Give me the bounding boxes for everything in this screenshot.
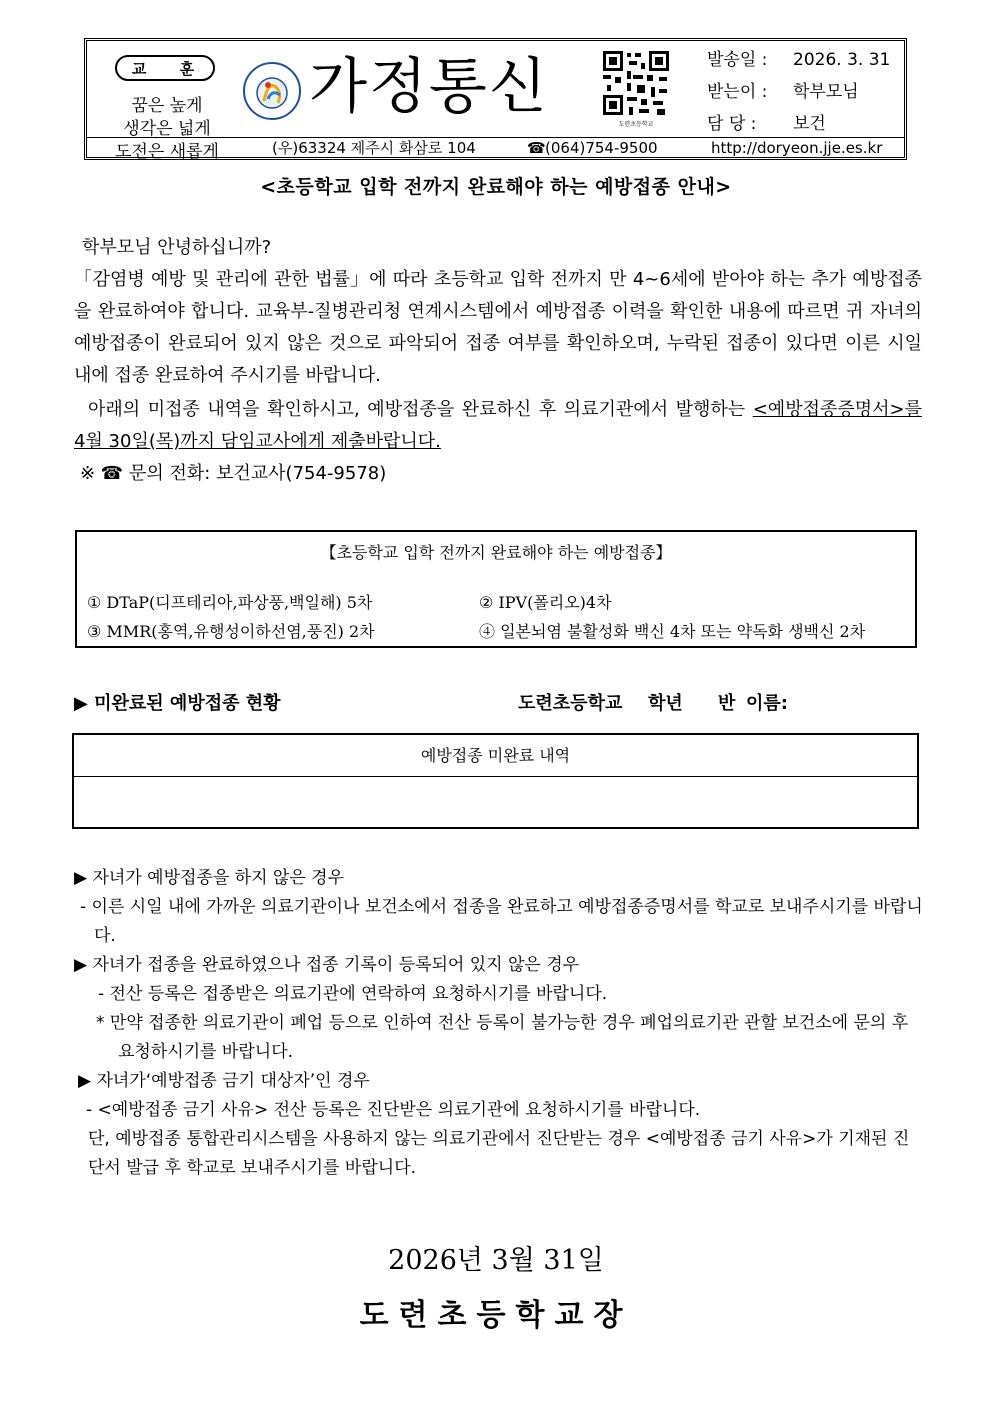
name-label: 이름: xyxy=(746,693,788,714)
section-heading: ▶ 자녀가 예방접종을 하지 않은 경우 xyxy=(74,868,345,888)
qr-code xyxy=(601,49,671,127)
logo-text xyxy=(242,61,243,62)
meta-value: 보건 xyxy=(793,114,826,134)
notice-subtitle: <초등학교 입학 전까지 완료해야 하는 예방접종 안내> xyxy=(260,176,732,198)
vaccine-item: ① DTaP(디프테리아,파상풍,백일해) 5차 xyxy=(87,593,373,612)
incomplete-status-heading xyxy=(74,689,924,715)
body-paragraph xyxy=(74,394,922,458)
class-label: 반 xyxy=(718,693,736,714)
vaccine-item: ③ MMR(홍역,유행성이하선염,풍진) 2차 xyxy=(87,622,375,641)
section-text: - 이른 시일 내에 가까운 의료기관이나 보건소에서 접종을 완료하고 예방접종증명서를 학교로 보내주시기를 바랍니다. xyxy=(80,897,923,946)
school-address: (우)63324 제주시 화삼로 104 xyxy=(272,139,476,157)
section-note: * 만약 접종한 의료기관이 폐업 등으로 인하여 전산 등록이 불가능한 경우 폐업의료기관 관할 보건소에 문의 후 요청하시기를 바랍니다. xyxy=(96,1013,909,1062)
incomplete-vaccines-table xyxy=(72,733,919,829)
section-text: 단, 예방접종 통합관리시스템을 사용하지 않는 의료기관에서 진단받는 경우 <예방접종 금기 사유>가 기재된 진단서 발급 후 학교로 보내주시기를 바랍니다. xyxy=(88,1129,910,1178)
motto-line: 꿈은 높게 xyxy=(131,96,203,116)
motto-line: 생각은 넓게 xyxy=(123,119,211,139)
meta-row xyxy=(707,45,907,77)
motto-line: 도전은 새롭게 xyxy=(115,142,219,162)
meta-label: 받는이 : xyxy=(707,82,768,102)
vaccine-item: ② IPV(폴리오)4차 xyxy=(479,593,612,612)
table-header: 예방접종 미완료 내역 xyxy=(74,735,917,777)
required-vaccines-box xyxy=(75,530,917,648)
phone-icon: ☎ xyxy=(527,139,546,157)
status-heading: ▶ 미완료된 예방접종 현황 xyxy=(74,693,281,714)
body-paragraph: 「감염병 예방 및 관리에 관한 법률」에 따라 초등학교 입학 전까지 만 4~6세에 받아야 하는 추가 예방접종을 완료하여야 합니다. 교육부-질병관리청 연계시스템에서 예방접종 이력을 확인한 내용에 따르면 귀 자녀의 예방접종이 완료되어 있지 않은 것으로 파악되어 접종 여부를 확인하오며, 누락된 접종이 있다면 이른 시일 내에 접종 완료하여 주시기를 바랍니다. xyxy=(74,269,922,386)
meta-info xyxy=(707,45,907,141)
section-text: - 전산 등록은 접종받은 의료기관에 연락하여 요청하시기를 바랍니다. xyxy=(98,984,608,1004)
meta-value: 2026. 3. 31 xyxy=(793,50,891,70)
meta-label: 발송일 : xyxy=(707,50,768,70)
contact-info: ※ ☎ 문의 전화: 보건교사(754-9578) xyxy=(80,463,387,484)
grade-label: 학년 xyxy=(648,693,683,714)
vaccine-item: ④ 일본뇌염 불활성화 백신 4차 또는 약독화 생백신 2차 xyxy=(479,622,866,641)
table-cell xyxy=(74,778,917,827)
vaccines-box-title: 【초등학교 입학 전까지 완료해야 하는 예방접종】 xyxy=(320,543,672,562)
greeting: 학부모님 안녕하십니까? xyxy=(82,237,272,258)
principal-signature: 도련초등학교장 xyxy=(359,1298,633,1333)
meta-label: 담 당 : xyxy=(707,114,757,134)
school-phone: (064)754-9500 xyxy=(545,139,658,157)
motto-title: 교 훈 xyxy=(115,55,215,81)
section-heading: ▶ 자녀가‘예방접종 금기 대상자’인 경우 xyxy=(78,1071,370,1091)
paragraph-text: 아래의 미접종 내역을 확인하시고, 예방접종을 완료하신 후 의료기관에서 발행하는 xyxy=(88,399,753,420)
issue-date: 2026년 3월 31일 xyxy=(388,1245,604,1276)
school-name: 도련초등학교 xyxy=(518,693,623,714)
meta-row xyxy=(707,77,907,109)
section-text: - <예방접종 금기 사유> 전산 등록은 진단받은 의료기관에 요청하시기를 바랍니다. xyxy=(86,1100,701,1120)
newsletter-header xyxy=(84,38,907,160)
section-heading: ▶ 자녀가 접종을 완료하였으나 접종 기록이 등록되어 있지 않은 경우 xyxy=(74,955,580,975)
submission-deadline: <예방접종증명서>를 4월 30일(목)까지 담임교사에게 제출바랍니다. xyxy=(74,399,922,452)
school-logo xyxy=(242,61,302,121)
address-bar xyxy=(87,137,904,158)
qr-caption: 도련초등학교 xyxy=(618,121,654,128)
school-url[interactable]: http://doryeon.jje.es.kr xyxy=(711,139,883,157)
meta-value: 학부모님 xyxy=(793,82,859,102)
page-title: 가정통신 xyxy=(309,52,549,122)
